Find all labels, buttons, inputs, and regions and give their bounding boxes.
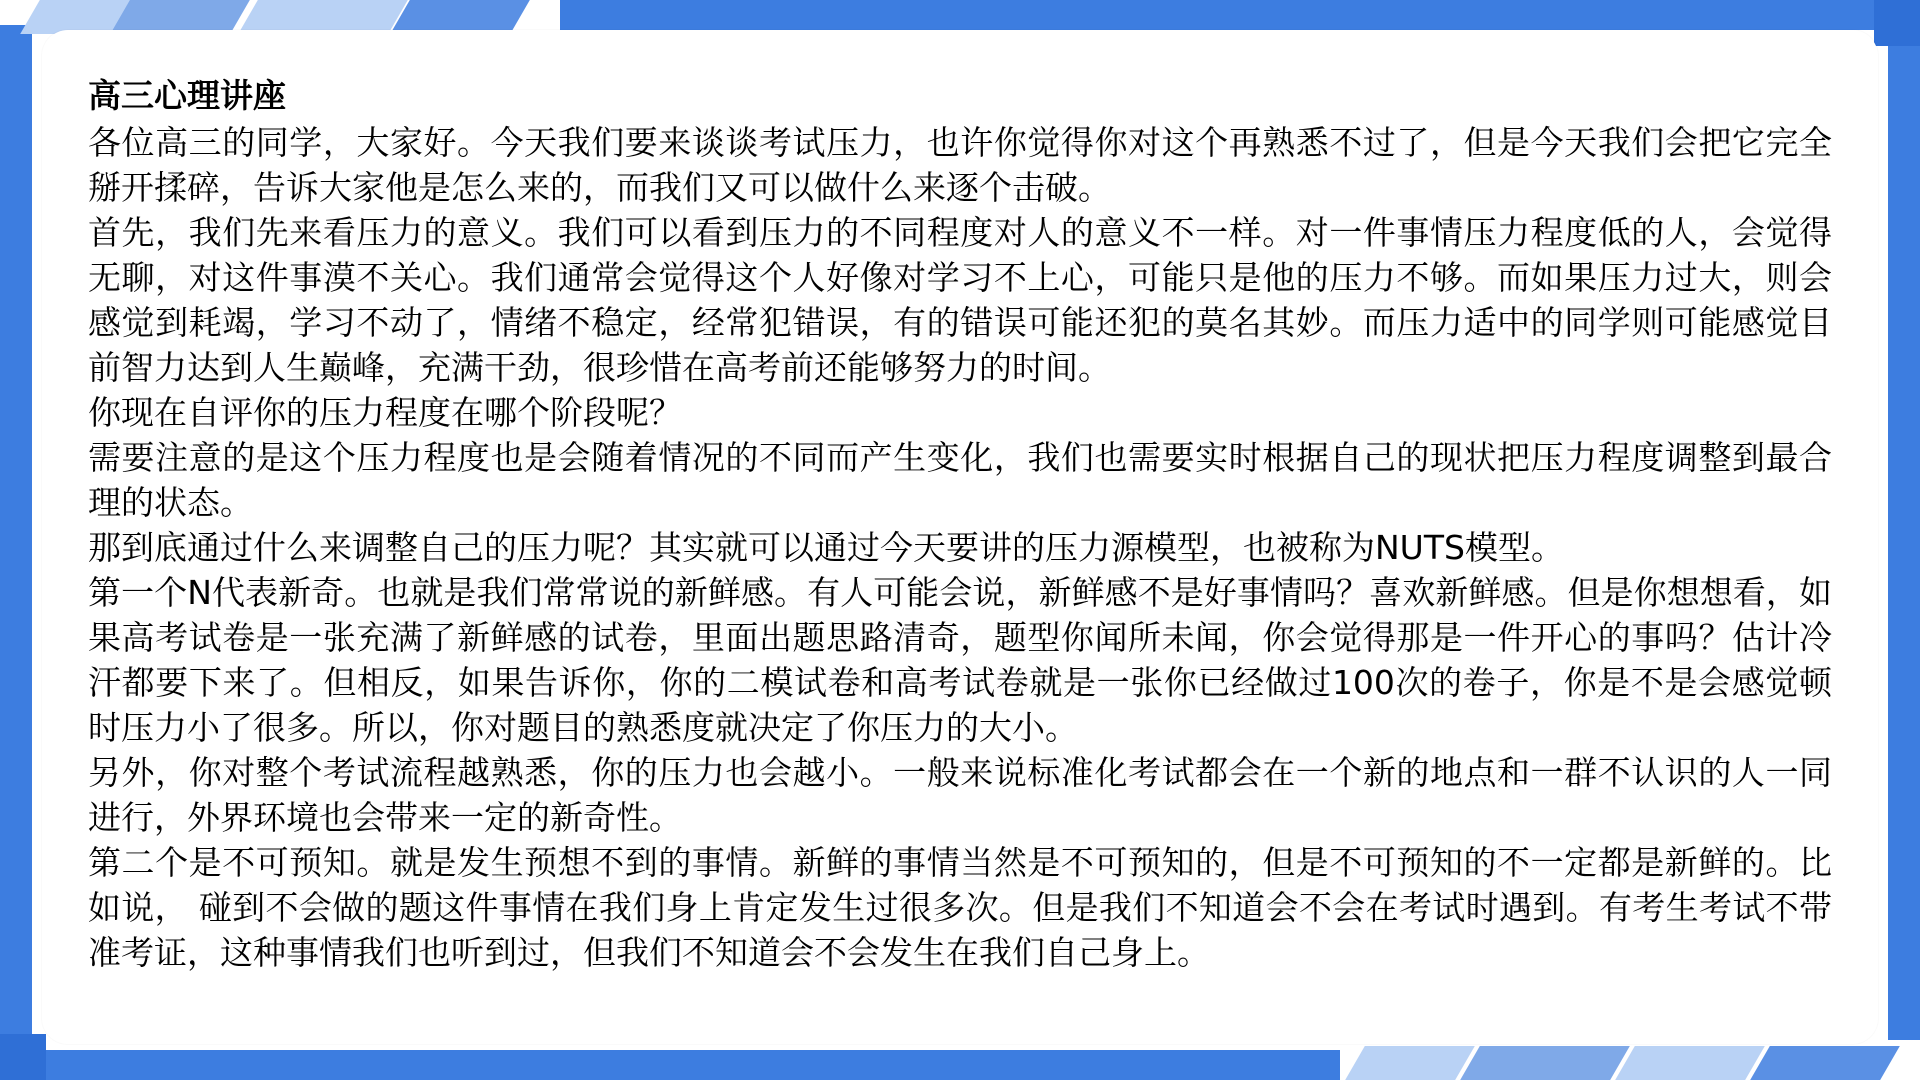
page-title: 高三心理讲座 (88, 76, 286, 115)
paragraph: 你现在自评你的压力程度在哪个阶段呢？ (88, 393, 682, 432)
paragraph: 第二个是不可预知。就是发生预想不到的事情。新鲜的事情当然是不可预知的，但是不可预知的不一定都是新鲜的。比如说， 碰到不会做的题这件事情在我们身上肯定发生过很多次。但是我们不知道会不会在考试时遇到。有考生考试不带准考证，这种事情我们也听到过，但我们不知道会不会发生在我们自己身上。 (88, 843, 1832, 972)
decorative-chip-bottom-3 (1615, 1046, 1765, 1080)
decorative-top-band (560, 0, 1920, 30)
paragraph: 需要注意的是这个压力程度也是会随着情况的不同而产生变化，我们也需要实时根据自己的现状把压力程度调整到最合理的状态。 (88, 438, 1832, 522)
paragraph: 那到底通过什么来调整自己的压力呢？其实就可以通过今天要讲的压力源模型，也被称为NUTS模型。 (88, 528, 1564, 567)
decorative-chip-bottom-1 (1345, 1046, 1475, 1080)
decorative-corner-bottom-left (0, 1034, 46, 1080)
decorative-chip-top-4 (390, 0, 530, 34)
decorative-chip-bottom-4 (1750, 1046, 1900, 1080)
decorative-corner-top-right (1874, 0, 1920, 46)
decorative-left-band (0, 25, 32, 1080)
content-card (42, 30, 1878, 1044)
decorative-chip-top-3 (238, 0, 408, 34)
paragraph: 另外，你对整个考试流程越熟悉，你的压力也会越小。一般来说标准化考试都会在一个新的地点和一群不认识的人一同进行，外界环境也会带来一定的新奇性。 (88, 753, 1832, 837)
paragraph: 首先，我们先来看压力的意义。我们可以看到压力的不同程度对人的意义不一样。对一件事情压力程度低的人，会觉得无聊，对这件事漠不关心。我们通常会觉得这个人好像对学习不上心，可能只是他的压力不够。而如果压力过大，则会感觉到耗竭，学习不动了，情绪不稳定，经常犯错误，有的错误可能还犯的莫名其妙。而压力适中的同学则可能感觉目前智力达到人生巅峰，充满干劲，很珍惜在高考前还能够努力的时间。 (88, 213, 1832, 387)
decorative-chip-top-2 (110, 0, 250, 34)
body-text (88, 120, 1832, 975)
decorative-bottom-band (0, 1050, 1340, 1080)
decorative-right-band (1888, 0, 1920, 1040)
decorative-chip-top-1 (20, 0, 130, 34)
paragraph: 各位高三的同学，大家好。今天我们要来谈谈考试压力，也许你觉得你对这个再熟悉不过了，但是今天我们会把它完全掰开揉碎，告诉大家他是怎么来的，而我们又可以做什么来逐个击破。 (88, 123, 1832, 207)
paragraph: 第一个N代表新奇。也就是我们常常说的新鲜感。有人可能会说，新鲜感不是好事情吗？喜欢新鲜感。但是你想想看，如果高考试卷是一张充满了新鲜感的试卷，里面出题思路清奇，题型你闻所未闻，你会觉得那是一件开心的事吗？估计冷汗都要下来了。但相反，如果告诉你，你的二模试卷和高考试卷就是一张你已经做过100次的卷子，你是不是会感觉顿时压力小了很多。所以，你对题目的熟悉度就决定了你压力的大小。 (88, 573, 1832, 747)
decorative-chip-bottom-2 (1460, 1046, 1630, 1080)
